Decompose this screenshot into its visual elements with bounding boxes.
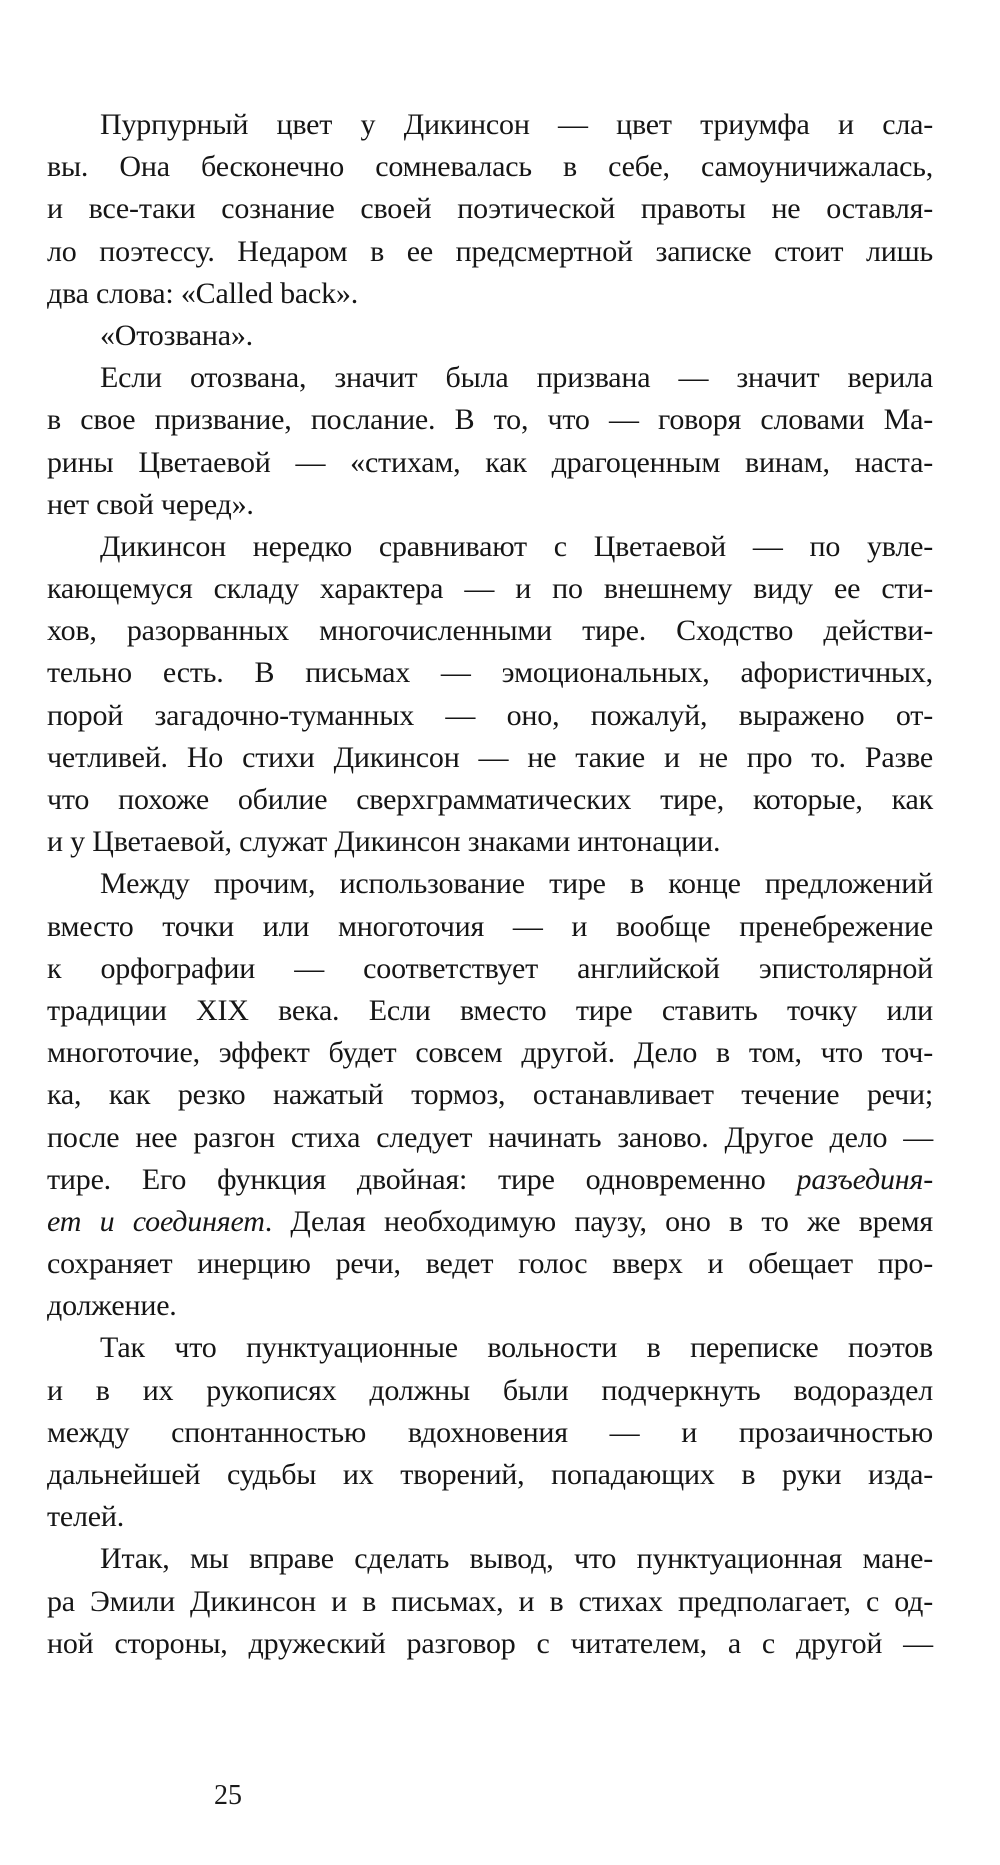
text-line: что похоже обилие сверхграмматических тире, которые, как xyxy=(47,783,933,816)
text-line: и в их рукописях должны были подчеркнуть водораздел xyxy=(47,1373,933,1407)
text-line: порой загадочно-туманных — оно, пожалуй, выражено от- xyxy=(47,698,933,732)
text-line: вместо точки или многоточия — и вообще пренебрежение xyxy=(47,909,933,943)
italic-emphasis: ет и соединяет xyxy=(47,1204,265,1238)
text-line: после нее разгон стиха следует начинать заново. Другое дело — xyxy=(47,1120,933,1154)
text-line: дальнейшей судьбы их творений, попадающих в руки изда- xyxy=(47,1458,933,1491)
paragraph-2 xyxy=(47,315,933,357)
book-page-text xyxy=(47,104,933,1665)
text-line: телей. xyxy=(47,1500,125,1534)
text-line xyxy=(47,1159,933,1201)
text-line: Так что пунктуационные вольности в переписке поэтов xyxy=(100,1331,933,1365)
text-line: вы. Она бесконечно сомневалась в себе, самоуничижалась, xyxy=(47,150,933,184)
paragraph-5 xyxy=(47,863,933,1327)
paragraph-1 xyxy=(47,104,933,315)
text-line: хов, разорванных многочисленными тире. Сходство действи- xyxy=(47,614,933,648)
text-line: к орфографии — соответствует английской эпистолярной xyxy=(47,951,933,985)
text-line: ра Эмили Дикинсон и в письмах, и в стихах предполагает, с од- xyxy=(47,1584,933,1618)
text-line: Дикинсон нередко сравнивают с Цветаевой — по увле- xyxy=(100,529,933,563)
page-number: 25 xyxy=(214,1780,242,1811)
text-line: четливей. Но стихи Дикинсон — не такие и не про то. Разве xyxy=(47,740,933,774)
text-line: ло поэтессу. Недаром в ее предсмертной записке стоит лишь xyxy=(47,234,933,268)
text-line: и у Цветаевой, служат Дикинсон знаками интонации. xyxy=(47,825,721,859)
text-run: . Делая необходимую паузу, оно в то же время xyxy=(264,1204,933,1238)
text-line: Итак, мы вправе сделать вывод, что пунктуационная мане- xyxy=(100,1542,933,1576)
text-line: Пурпурный цвет у Дикинсон — цвет триумфа и сла- xyxy=(100,108,933,141)
text-line: «Отозвана». xyxy=(100,318,253,352)
text-line: рины Цветаевой — «стихам, как драгоценным винам, наста- xyxy=(47,445,933,479)
text-line: в свое призвание, послание. В то, что — говоря словами Ма- xyxy=(47,403,933,437)
text-line: нет свой черед». xyxy=(47,487,254,521)
text-line: между спонтанностью вдохновения — и прозаичностью xyxy=(47,1415,933,1449)
text-line: традиции XIX века. Если вместо тире ставить точку или xyxy=(47,993,933,1027)
paragraph-3 xyxy=(47,357,933,526)
text-line: Между прочим, использование тире в конце предложений xyxy=(100,867,933,901)
text-line xyxy=(47,1201,933,1243)
paragraph-6 xyxy=(47,1327,933,1538)
text-line: должение. xyxy=(47,1289,177,1323)
italic-emphasis: разъединя- xyxy=(796,1162,933,1196)
text-line: ной стороны, дружеский разговор с читателем, а с другой — xyxy=(47,1626,933,1660)
paragraph-7 xyxy=(47,1538,933,1665)
text-line: и все-таки сознание своей поэтической правоты не оставля- xyxy=(47,192,933,226)
text-line: два слова: «Called back». xyxy=(47,276,358,310)
text-line: многоточие, эффект будет совсем другой. Дело в том, что точ- xyxy=(47,1036,933,1070)
text-line: ка, как резко нажатый тормоз, останавливает течение речи; xyxy=(47,1078,933,1112)
text-run: тире. Его функция двойная: тире одновременно xyxy=(47,1162,797,1196)
text-line: тельно есть. В письмах — эмоциональных, афористичных, xyxy=(47,656,933,690)
text-line: кающемуся складу характера — и по внешнему виду ее сти- xyxy=(47,572,933,606)
text-line: Если отозвана, значит была призвана — значит верила xyxy=(100,361,933,395)
paragraph-4 xyxy=(47,526,933,864)
text-line: сохраняет инерцию речи, ведет голос вверх и обещает про- xyxy=(47,1247,933,1281)
